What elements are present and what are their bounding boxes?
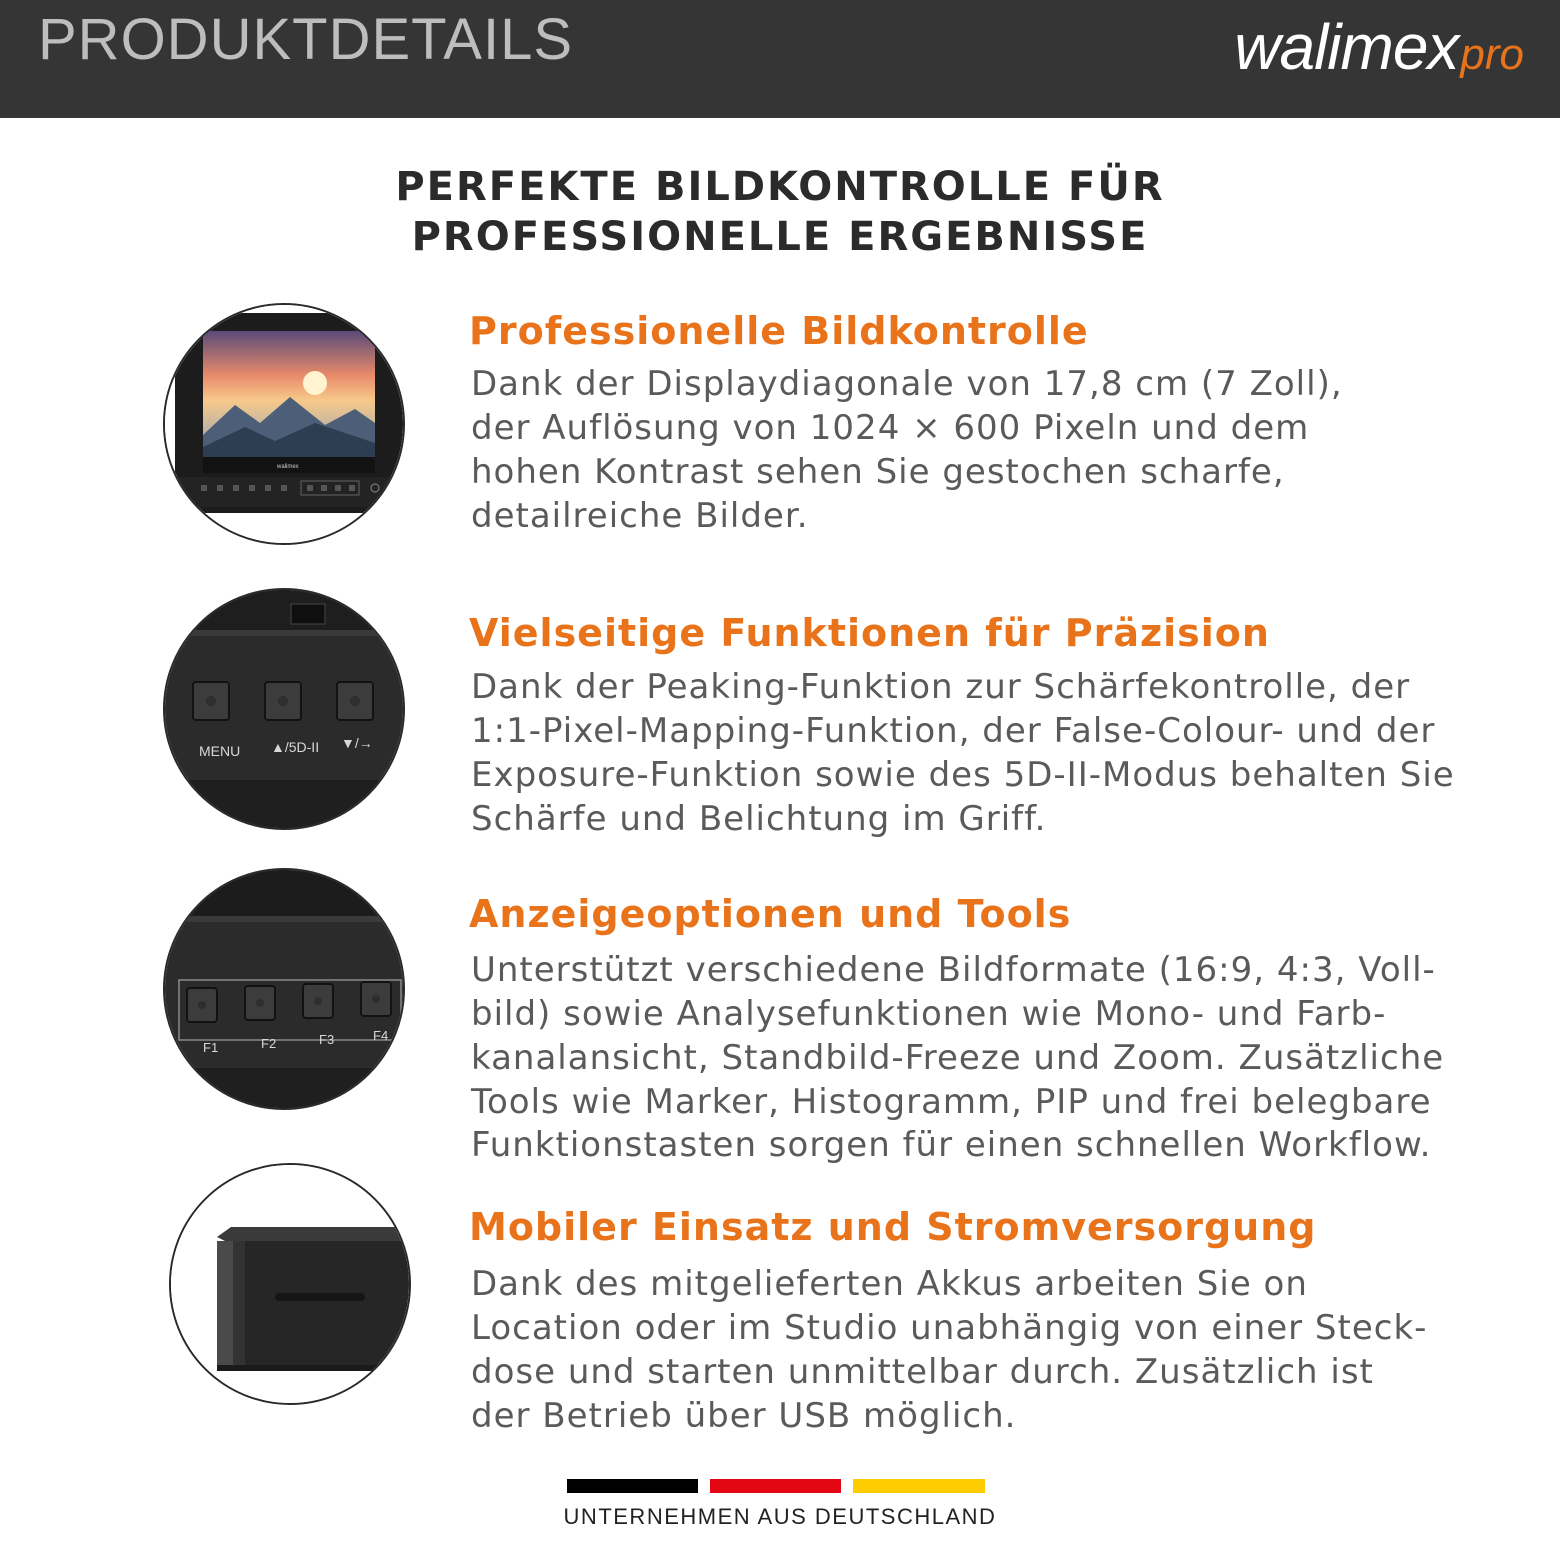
monitor-image <box>163 303 405 545</box>
menu-label: MENU <box>199 743 241 759</box>
feature-3-title: Anzeigeoptionen und Tools <box>469 892 1072 936</box>
feature-4-line: Dank des mitgelieferten Akkus arbeiten Sie on <box>471 1264 1308 1304</box>
headline-line-2: PROFESSIONELLE ERGEBNISSE <box>411 214 1149 260</box>
feature-3-line: Funktionstasten sorgen für einen schnellen Workflow. <box>471 1125 1432 1165</box>
feature-4-line: Location oder im Studio unabhängig von einer Steck- <box>471 1308 1428 1348</box>
feature-2-line: Dank der Peaking-Funktion zur Schärfekontrolle, der <box>471 667 1411 707</box>
f2-label: F2 <box>261 1036 277 1051</box>
down-label: ▼/→ <box>341 735 373 751</box>
feature-2-line: Exposure-Funktion sowie des 5D-II-Modus behalten Sie <box>471 755 1455 795</box>
flag-stripe-gold <box>853 1479 985 1493</box>
brand-logo-main: walimex <box>1234 11 1459 83</box>
f4-label: F4 <box>373 1028 389 1043</box>
function-keys-image <box>163 868 405 1110</box>
flag-stripe-red <box>710 1479 841 1493</box>
feature-1-line: hohen Kontrast sehen Sie gestochen scharfe, <box>471 452 1285 492</box>
feature-1-line: Dank der Displaydiagonale von 17,8 cm (7 Zoll), <box>471 364 1343 404</box>
feature-4-line: der Betrieb über USB möglich. <box>471 1396 1017 1436</box>
brand-logo-sub: pro <box>1460 30 1524 79</box>
header-bar <box>0 0 1560 118</box>
f3-label: F3 <box>319 1032 335 1047</box>
feature-4-title: Mobiler Einsatz und Stromversorgung <box>469 1205 1317 1249</box>
feature-1-line: detailreiche Bilder. <box>471 496 809 536</box>
brand-logo <box>1234 10 1524 83</box>
f1-label: F1 <box>203 1040 219 1055</box>
flag-stripe-black <box>567 1479 698 1493</box>
feature-3-line: Tools wie Marker, Histogramm, PIP und frei belegbare <box>471 1082 1432 1122</box>
feature-1-line: der Auflösung von 1024 × 600 Pixeln und dem <box>471 408 1310 448</box>
header-title: PRODUKTDETAILS <box>38 7 574 72</box>
monitor-logo-text: walimex <box>277 464 299 470</box>
feature-3-line: bild) sowie Analysefunktionen wie Mono- und Farb- <box>471 994 1387 1034</box>
menu-buttons-image <box>163 588 405 830</box>
feature-3-line: Unterstützt verschiedene Bildformate (16:9, 4:3, Voll- <box>471 950 1436 990</box>
feature-2-title: Vielseitige Funktionen für Präzision <box>469 611 1270 655</box>
feature-4-line: dose und starten unmittelbar durch. Zusätzlich ist <box>471 1352 1374 1392</box>
5d-label: ▲/5D-II <box>271 739 320 755</box>
feature-3-line: kanalansicht, Standbild-Freeze und Zoom. Zusätzliche <box>471 1038 1445 1078</box>
feature-2-line: Schärfe und Belichtung im Griff. <box>471 799 1047 839</box>
battery-image <box>169 1163 411 1405</box>
footer-text: UNTERNEHMEN AUS DEUTSCHLAND <box>563 1504 997 1529</box>
feature-2-line: 1:1-Pixel-Mapping-Funktion, der False-Colour- und der <box>471 711 1436 751</box>
feature-1-title: Professionelle Bildkontrolle <box>469 309 1089 353</box>
headline-line-1: PERFEKTE BILDKONTROLLE FÜR <box>395 164 1165 210</box>
